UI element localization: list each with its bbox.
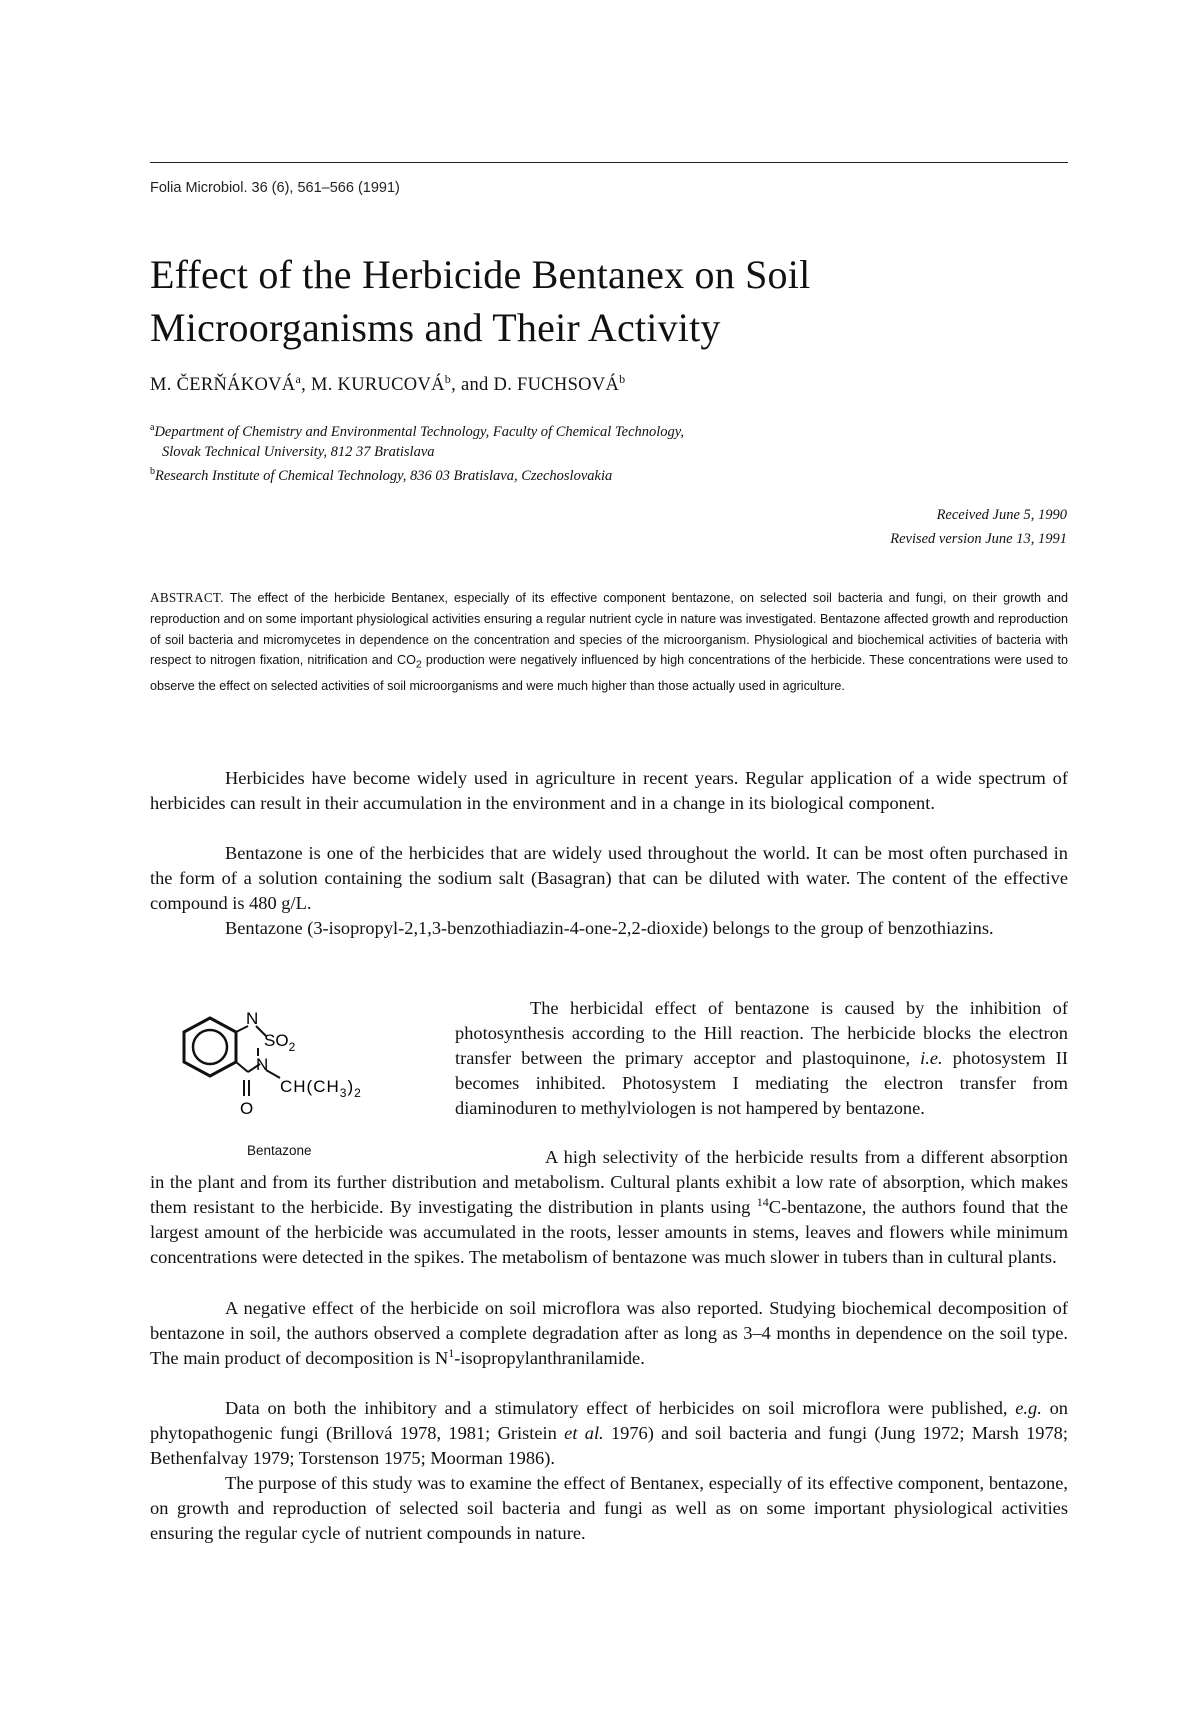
- atom-n3: N: [256, 1055, 269, 1074]
- affiliation-a: $^a$Department of Chemistry and Environmental Technology, Faculty of Chemical Technology,: [150, 422, 685, 440]
- bond-ring-c: [236, 1062, 248, 1072]
- bentazone-structure: [148, 1000, 438, 1140]
- aromatic-circle: [193, 1030, 227, 1064]
- author-conjunction: and: [460, 375, 489, 396]
- abstract-label: ABSTRACT.: [150, 590, 224, 605]
- subscript-3: 3: [339, 1086, 348, 1100]
- group-ch: CH(CH: [280, 1077, 340, 1096]
- svg-text:SO2: [264, 1031, 296, 1054]
- paragraph-5: A high selectivity of the herbicide results from a different absorption in the plant and from its further distribution and metabolism. Cultural plants exhibit a low rate of absorption, which makes them resistant to the herbicide. By investigating the distribution in plants using $^{14}$C-bentazone, the authors found that the largest amount of the herbicide was accumulated in the roots, lesser amounts in stems, leaves and flowers while minimum concentrations were detected in the spikes. The metabolism of bentazone was much slower in tubers than in cultural plants.: [150, 1147, 1069, 1267]
- paragraph-1: Herbicides have become widely used in agriculture in recent years. Regular application of a wide spectrum of herbicides can result in their accumulation in the environment and in a change in its biological component.: [150, 768, 1068, 813]
- paragraph-7: Data on both the inhibitory and a stimulatory effect of herbicides on soil microflora were published, e.g. on phytopathogenic fungi (Brillová 1978, 1981; Gristein et al. 1976) and soil bacteria and fungi (Jung 1972; Marsh 1978; Bethenfalvay 1979; Torstenson 1975; Moorman 1986).: [150, 1398, 1068, 1468]
- author-2-affil-mark: b: [444, 372, 452, 386]
- author-1: M. ČERŇÁKOVÁ: [150, 375, 296, 396]
- affiliation-a-cont: Slovak Technical University, 812 37 Bratislava: [162, 443, 435, 460]
- author-3: D. FUCHSOVÁ: [493, 375, 620, 396]
- atom-o: O: [240, 1099, 254, 1118]
- author-2: M. KURUCOVÁ: [310, 375, 445, 396]
- paragraph-8: The purpose of this study was to examine the effect of Bentanex, especially of its effective component, bentazone, on growth and reproduction of selected soil bacteria and fungi as well as on some important physiological activities ensuring the regular cycle of nutrient compounds in nature.: [150, 1473, 1068, 1543]
- affiliations: [150, 418, 1050, 486]
- header-rule: [150, 162, 1068, 163]
- received-date: Received June 5, 1990: [936, 507, 1067, 523]
- figure-caption: Bentazone: [247, 1143, 312, 1158]
- paragraph-6: A negative effect of the herbicide on soil microflora was also reported. Studying biochemical decomposition of bentazone in soil, the authors observed a complete degradation after as long as 3–4 months in dependence on the soil type. The main product of decomposition is $N^1$-isopropylanthranilamide.: [150, 1298, 1068, 1368]
- group-close: ): [347, 1077, 355, 1096]
- subscript-2a: 2: [288, 1040, 296, 1054]
- affiliation-b: $^b$Research Institute of Chemical Technology, 836 03 Bratislava, Czechoslovakia: [150, 465, 613, 484]
- paragraph-4: The herbicidal effect of bentazone is caused by the inhibition of photosynthesis according to the Hill reaction. The herbicide blocks the electron transfer between the primary acceptor and plastoquinone, i.e. photosystem II becomes inhibited. Photosystem I mediating the electron transfer from diaminoduren to methylviologen is not hampered by bentazone.: [455, 998, 1068, 1118]
- author-list: M. ČERŇÁKOVÁ$^a$, M. KURUCOVÁ$^b$, and D. FUCHSOVÁ$^b$: [150, 372, 626, 396]
- author-1-affil-mark: a: [295, 372, 302, 386]
- revised-date: Revised version June 13, 1991: [890, 531, 1067, 547]
- svg-text:CH(CH3)2: [280, 1077, 362, 1100]
- abstract: ABSTRACT. The effect of the herbicide Bentanex, especially of its effective component bentazone, on selected soil bacteria and fungi, on their growth and reproduction and on some important physiological activities ensuring a regular nutrient cycle in nature was investigated. Bentazone affected growth and reproduction of soil bacteria and micromycetes in dependence on the concentration and species of the microorganism. Physiological and biochemical activities of bacteria with respect to nitrogen fixation, nitrification and $CO_2$ production were negatively influenced by high concentrations of the herbicide. These concentrations were used to observe the effect on selected activities of soil microorganisms and were much higher than those actually used in agriculture.: [150, 590, 1068, 693]
- article-title: Effect of the Herbicide Bentanex on Soil Microorganisms and Their Activity: [150, 252, 811, 350]
- author-3-affil-mark: b: [619, 372, 626, 386]
- subscript-2b: 2: [354, 1086, 362, 1100]
- atom-o2: O: [275, 1031, 289, 1050]
- article-dates: [890, 503, 1067, 551]
- paragraph-2: Bentazone is one of the herbicides that are widely used throughout the world. It can be most often purchased in the form of a solution containing the sodium salt (Basagran) that can be diluted with water. The content of the effective compound is 480 g/L.: [150, 843, 1068, 913]
- journal-citation: Folia Microbiol. 36 (6), 561–566 (1991): [150, 180, 400, 196]
- atom-s: S: [264, 1031, 276, 1050]
- atom-n1: N: [246, 1009, 259, 1028]
- paragraph-3: Bentazone (3-isopropyl-2,1,3-benzothiadiazin-4-one-2,2-dioxide) belongs to the group of benzothiazins.: [225, 918, 994, 938]
